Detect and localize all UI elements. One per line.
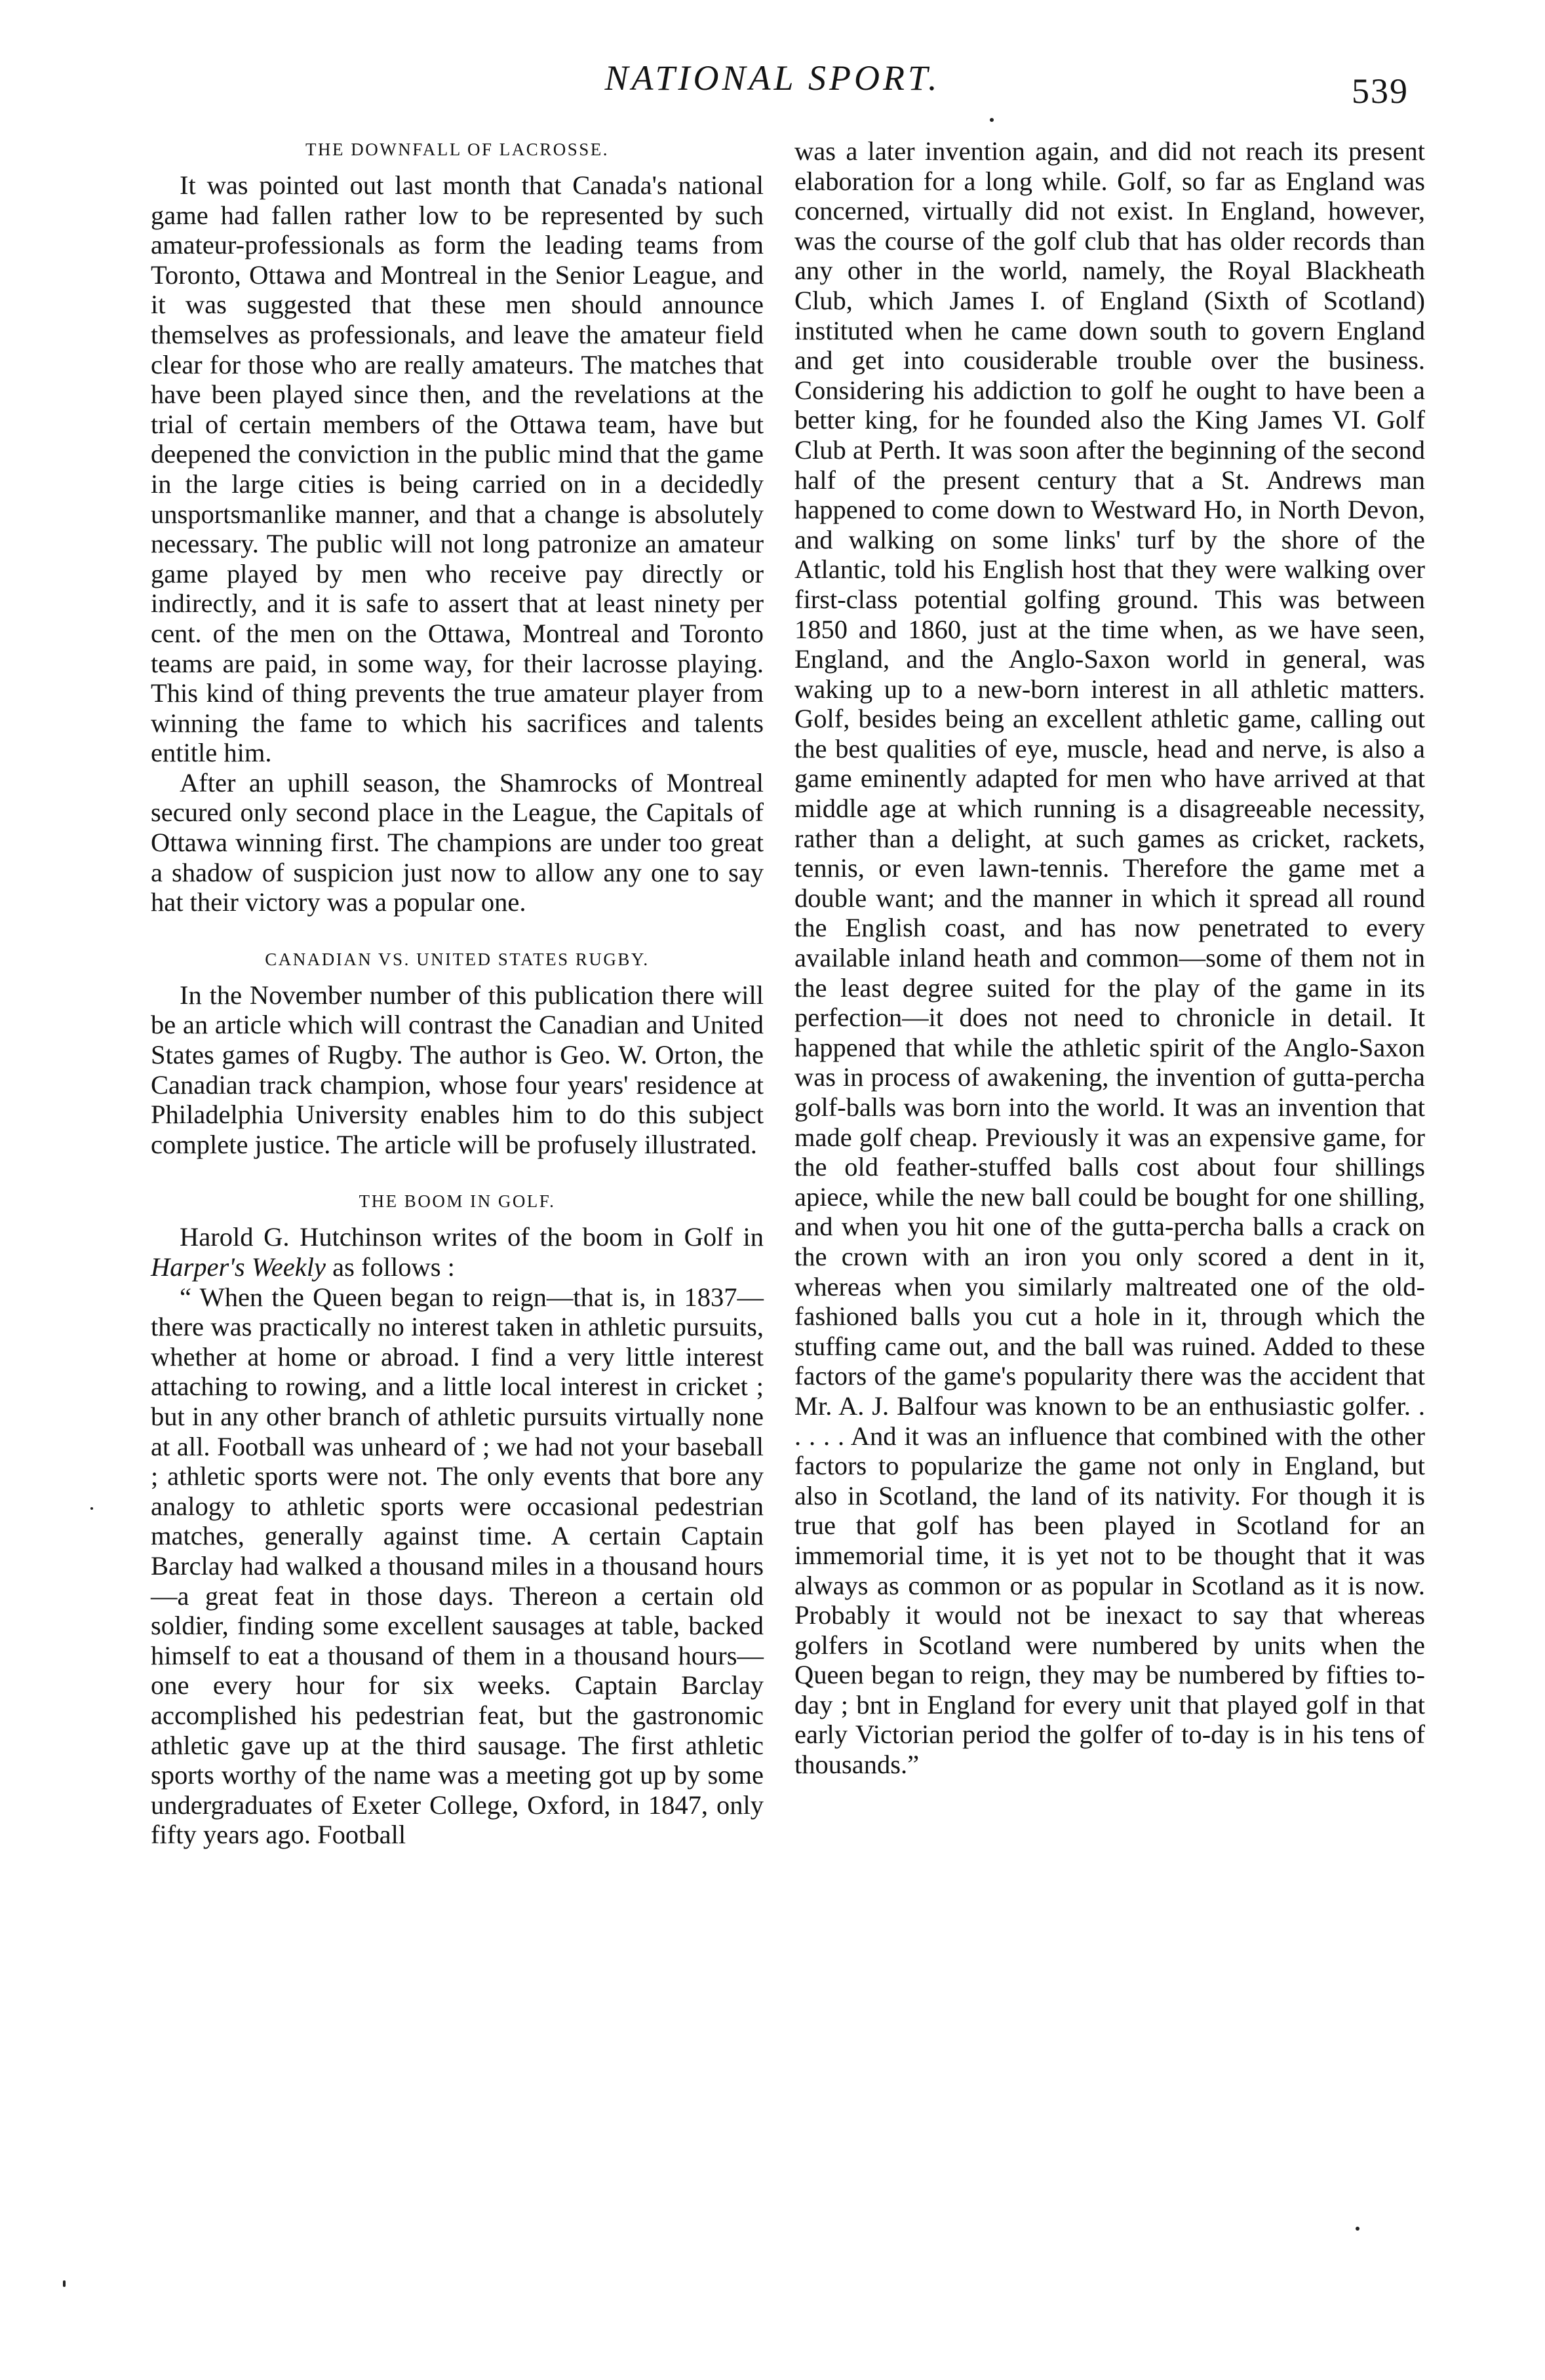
page-number: 539 [1352, 71, 1409, 111]
print-speck [63, 2280, 66, 2287]
rugby-paragraph: In the November number of this publication there will be an article which will contrast the Canadian and United States games of Rugby. The author is Geo. W. Orton, the Canadian track champion, whose four years' residence at Philadelphia University enables him to do this subject complete justice. The article will be profusely illustrated. [151, 980, 764, 1159]
golf-quote-start: “ When the Queen began to reign—that is, in 1837—there was practically no interest taken in athletic pursuits, whether at home or abroad. I find a very little interest attaching to rowing, and a little local interest in cricket ; but in any other branch of athletic pursuits virtually none at all. Football was unheard of ; we had not your baseball ; athletic sports were not. The only events that bore any analogy to athletic sports were occasional pedestrian matches, generally against time. A certain Captain Barclay had walked a thousand miles in a thousand hours—a great feat in those days. Thereon a certain old soldier, finding some excellent sausages at table, backed himself to eat a thousand of them in a thousand hours—one every hour for six weeks. Captain Barclay accomplished his pedestrian feat, but the gastronomic athletic gave up at the third sausage. The first athletic sports worthy of the name was a meeting got up by some undergraduates of Exeter College, Oxford, in 1847, only fifty years ago. Football [151, 1282, 764, 1850]
golf-intro-after: as follows : [325, 1252, 455, 1282]
right-column [794, 136, 1425, 1780]
golf-intro-paragraph [151, 1222, 764, 1282]
print-speck [990, 118, 994, 122]
running-title: NATIONAL SPORT. [604, 58, 941, 98]
section-heading-rugby: CANADIAN VS. UNITED STATES RUGBY. [265, 949, 650, 969]
golf-intro-before: Harold G. Hutchinson writes of the boom in Golf in [180, 1222, 764, 1252]
section-heading-lacrosse: THE DOWNFALL OF LACROSSE. [305, 140, 609, 159]
section-heading-golf: THE BOOM IN GOLF. [359, 1191, 556, 1212]
running-head [0, 58, 1545, 110]
print-speck [90, 1507, 93, 1510]
print-speck [1356, 2227, 1359, 2231]
lacrosse-paragraph-2: After an uphill season, the Shamrocks of Montreal secured only second place in the League, the Capitals of Ottawa winning first. The champions are under too great a shadow of suspicion just now to allow any one to say hat their victory was a popular one. [151, 767, 764, 917]
left-column [151, 136, 764, 1850]
lacrosse-paragraph-1: It was pointed out last month that Canada's national game had fallen rather low to be represented by such amateur-professionals as form the leading teams from Toronto, Ottawa and Montreal in the Senior League, and it was suggested that these men should announce themselves as professionals, and leave the amateur field clear for those who are really amateurs. The matches that have been played since then, and the revelations at the trial of certain members of the Ottawa team, have but deepened the conviction in the public mind that the game in the large cities is being carried on in a decidedly unsportsmanlike manner, and that a change is absolutely necessary. The public will not long patronize an amateur game played by men who receive pay directly or indirectly, and it is safe to assert that at least ninety per cent. of the men on the Ottawa, Montreal and Toronto teams are paid, in some way, for their lacrosse playing. This kind of thing prevents the true amateur player from winning the fame to which his sacrifices and talents entitle him. [151, 170, 764, 768]
source-publication: Harper's Weekly [151, 1252, 326, 1282]
golf-quote-continued: was a later invention again, and did not reach its present elaboration for a long while. Golf, so far as England was concerned, virtually did not exist. In England, however, was the course of the golf club that has older records than any other in the world, namely, the Royal Blackheath Club, which James I. of England (Sixth of Scotland) instituted when he came down south to govern England and get into cousiderable trouble over the business. Considering his addiction to golf he ought to have been a better king, for he founded also the King James VI. Golf Club at Perth. It was soon after the beginning of the second half of the present century that a St. Andrews man happened to come down to Westward Ho, in North Devon, and walking on some links' turf by the shore of the Atlantic, told his English host that they were walking over first-class potential golfing ground. This was between 1850 and 1860, just at the time when, as we have seen, England, and the Anglo-Saxon world in general, was waking up to a new-born interest in all athletic matters. Golf, besides being an excellent athletic game, calling out the best qualities of eye, muscle, head and nerve, is also a game eminently adapted for men who have arrived at that middle age at which running is a disagreeable necessity, rather than a delight, at such games as cricket, rackets, tennis, or even lawn-tennis. Therefore the game met a double want; and the manner in which it spread all round the English coast, and has now penetrated to every available inland heath and common—some of them not in the least degree suited for the play of the game in its perfection—it does not need to chronicle in detail. It happened that while the athletic spirit of the Anglo-Saxon was in process of awakening, the invention of gutta-percha golf-balls was born into the world. It was an invention that made golf cheap. Previously it was an expensive game, for the old feather-stuffed balls cost about four shillings apiece, while the new ball could be bought for one shilling, and when you hit one of the gutta-percha balls a crack on the crown with an iron you only scored a dent in it, whereas when you similarly maltreated one of the old-fashioned balls you cut a hole in it, through which the stuffing came out, and the ball was ruined. Added to these factors of the game's popularity there was the accident that Mr. A. J. Balfour was known to be an enthusiastic golfer. . . . . . And it was an influence that combined with the other factors to popularize the game not only in England, but also in Scotland, the land of its nativity. For though it is true that golf has been played in Scotland for an immemorial time, it is yet not to be thought that it was always as common or as popular in Scotland as it is now. Probably it would not be inexact to say that whereas golfers in Scotland were numbered by units when the Queen began to reign, they may be numbered by fifties to-day ; bnt in England for every unit that played golf in that early Victorian period the golfer of to-day is in his tens of thousands.” [794, 136, 1425, 1780]
